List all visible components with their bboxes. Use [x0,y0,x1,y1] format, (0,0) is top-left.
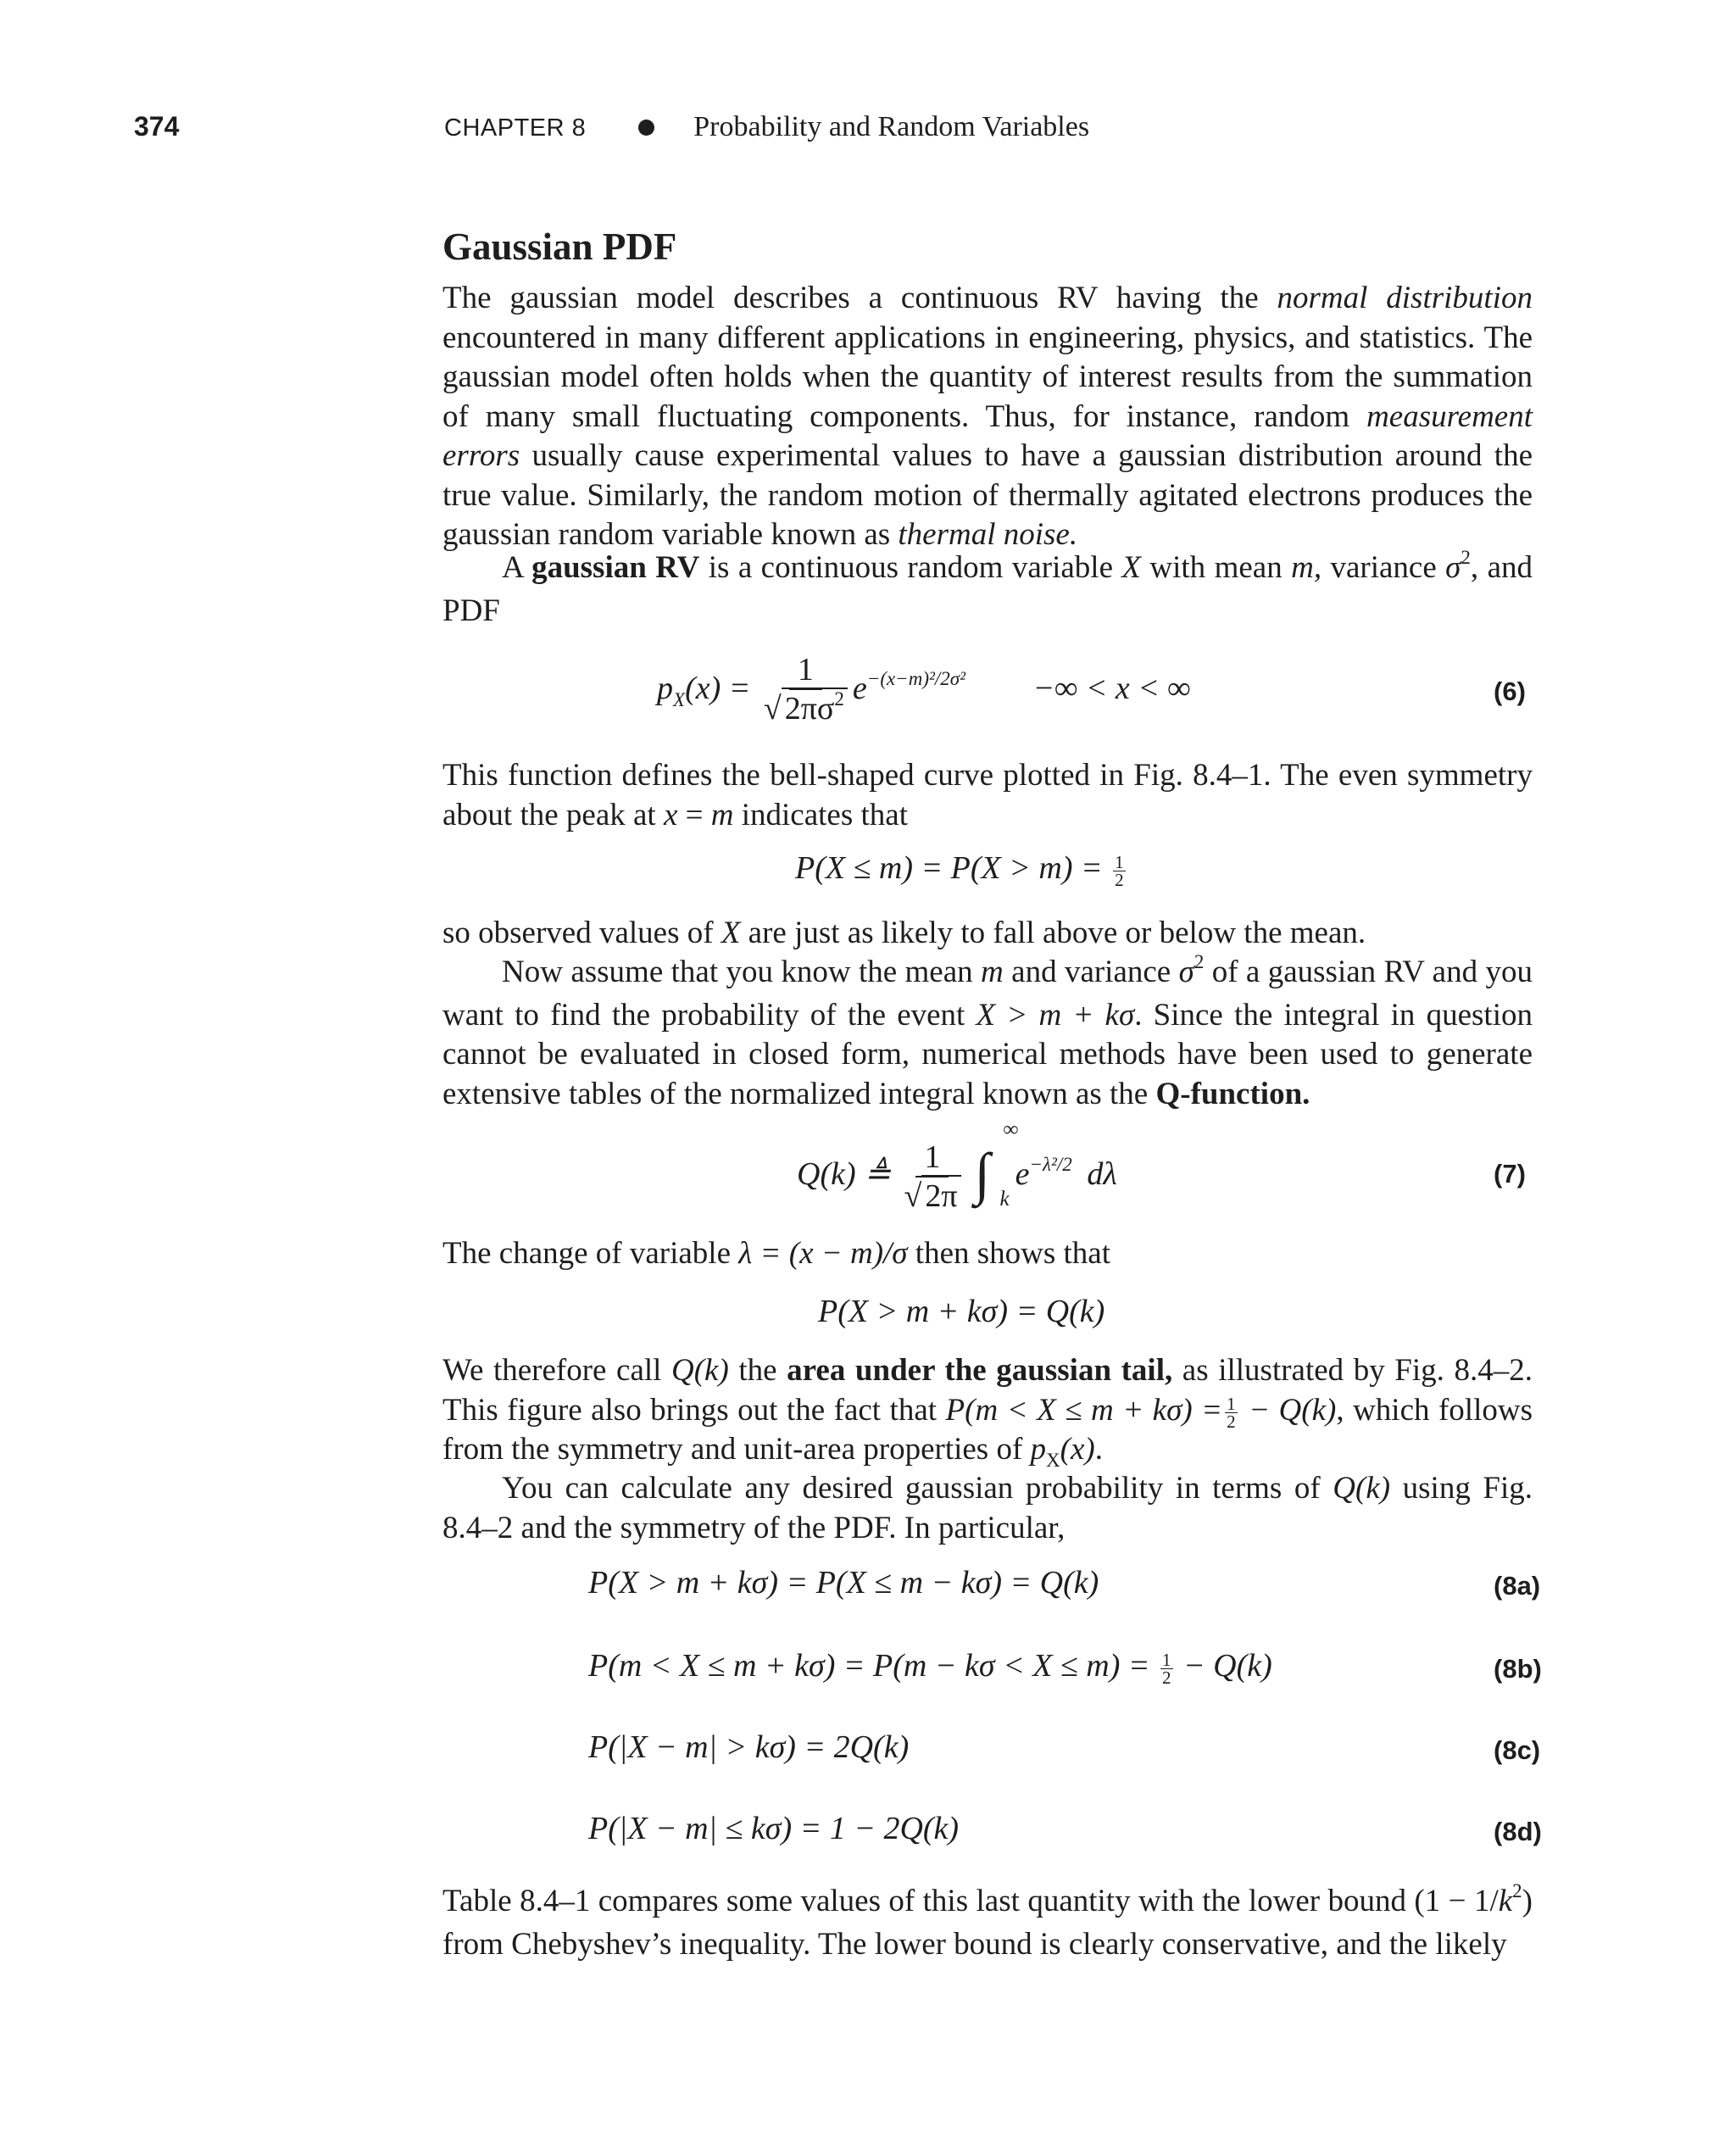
paragraph-change-variable [442,1234,1533,1274]
fraction: $\frac{1}{√ 2\pi}$ [904,1139,960,1215]
text: using Fig. 8.4–2 and the symmetry of the PDF. In particular, [442,1471,1533,1545]
math: m [710,797,734,832]
math: dλ [1087,1156,1117,1192]
math: (x) [1060,1432,1095,1467]
text: ) from Chebyshev’s inequality. The lower bound is clearly conservative, and the likely [442,1884,1533,1962]
text: is a continuous random variable [699,550,1122,585]
math: X [673,689,686,711]
text: The gaussian model describes a continuous RV having the [442,281,1277,315]
text: You can calculate any desired gaussian probability in terms of [502,1471,1333,1506]
text: so observed values of [442,916,721,950]
text: Table 8.4–1 compares some values of this last quantity with the lower bound (1 − 1/ [442,1884,1499,1918]
math: e [1015,1156,1030,1192]
section-heading: Gaussian PDF [442,225,677,268]
emphasis: normal distribution [1277,281,1533,315]
paragraph-qfunction: Now assume that you know the mean m and variance $\sigma^2$ of a gaussian RV and you want to find the probability of the event X > m + kσ. Since the integral in question cannot be evaluated in closed form, numerical methods have been used to generate extensive tables of the normalized integral known as the Q-function. [442,951,1533,1111]
math: X [1046,1450,1060,1471]
numerator: 1 [1227,1393,1236,1414]
math: Q(k) [1333,1471,1391,1506]
math: p [1030,1432,1047,1467]
math: X [1121,550,1141,585]
exponent: −λ²/2 [1029,1154,1072,1175]
numerator: 1 [789,651,822,690]
numerator: 1 [1162,1649,1171,1670]
text: encountered in many different applications in engineering, physics, and statistics. The gaussian model often holds when the quantity of interest results from the summation of many small fluctuating components. Thus, for instance, random [442,320,1533,434]
text: Now assume that you know the mean [502,955,982,989]
math: x [663,797,678,832]
text: = [677,797,711,832]
bullet-icon [638,120,654,136]
exponent: −(x−m)²/2σ² [866,668,965,690]
math: X [721,916,741,950]
chapter-title: Probability and Random Variables [693,111,1090,142]
text: , which follows from the symmetry and unit-area properties of [442,1392,1533,1467]
equation-symmetry [795,849,1128,888]
paragraph-chebyshev: Table 8.4–1 compares some values of this last quantity with the lower bound $(1 - 1/k^2)$ from Chebyshev’s inequality. The lower bound is clearly conservative, and the likely [442,1880,1533,1962]
text: The change of variable [442,1236,739,1271]
text: variance [1321,550,1446,585]
equation-8a: P(X > m + kσ) = P(X ≤ m − kσ) = Q(k) [588,1565,1099,1601]
fraction: $\frac{1}{√ 2\pi\sigma^2}$ [764,651,848,732]
denominator: 2 [1115,869,1124,890]
math: Q(k) ≜ [797,1156,891,1192]
math: e [852,671,867,707]
math: Q(k) [671,1353,729,1388]
math: m [981,955,1004,989]
math: p [657,671,673,707]
term: area under the gaussian tail, [787,1353,1173,1388]
paragraph-calculate [442,1469,1533,1548]
paragraph-mean [442,914,1533,954]
equation-number: (6) [1494,676,1526,706]
math: P(m < X ≤ m + kσ) = [945,1392,1223,1428]
emphasis: measurement errors [442,398,1533,473]
math: σ [1178,955,1194,989]
equation-number: (8c) [1494,1735,1541,1765]
paragraph-tail-area [442,1351,1533,1473]
text: , and PDF [442,550,1533,628]
equation-number: (7) [1494,1159,1526,1189]
equation-number: (8a) [1494,1571,1541,1601]
text: are just as likely to fall above or below the mean. [740,916,1366,950]
equation-8b [588,1647,1272,1686]
math: X > m + kσ [976,997,1135,1033]
denominator: 2πσ [784,691,835,727]
emphasis: thermal noise. [898,517,1078,552]
denominator: 2π [921,1175,960,1214]
domain-range: −∞ < x < ∞ [1032,671,1191,707]
text: of a gaussian RV and you want to find the probability of the event [442,955,1533,1033]
text: A [502,550,532,585]
text: with mean [1141,550,1292,585]
equation-number: (8b) [1494,1654,1542,1684]
text: usually cause experimental values to have a gaussian distribution around the true value. Similarly, the random motion of thermally agitated electrons produces the gaussian random variable known as [442,438,1533,552]
text: indicates that [733,797,908,832]
math: m, [1291,550,1322,585]
text: We therefore call [442,1353,672,1388]
math: P(X ≤ m) = P(X > m) = [795,850,1103,886]
equation-gaussian-pdf [657,651,1190,732]
math: σ [1445,550,1461,585]
upper-limit: ∞ [1003,1118,1019,1141]
math: P(m < X ≤ m + kσ) = P(m − kσ < X ≤ m) = [588,1648,1150,1684]
text: . Since the integral in question cannot be evaluated in closed form, numerical methods have been used to generate extensive tables of the normalized integral known as the [442,997,1533,1111]
page-number: 374 [134,111,180,142]
text: as illustrated by Fig. 8.4–2. This figure also brings out the fact that [442,1353,1533,1428]
denominator: 2 [1227,1411,1236,1432]
math: (x) = [685,671,751,707]
term: gaussian RV [531,550,700,585]
math: − Q(k) [1175,1648,1272,1684]
denominator: 2 [1162,1667,1171,1688]
text: then shows that [907,1236,1110,1271]
text: the [728,1353,787,1388]
numerator: 1 [915,1139,949,1177]
paragraph-symmetry [442,756,1533,835]
math: − Q(k) [1239,1392,1337,1428]
running-header [444,111,1089,143]
chapter-label: CHAPTER 8 [444,114,587,142]
math: λ = (x − m)/σ [738,1236,908,1271]
text: and variance [1003,955,1179,989]
equation-tail: P(X > m + kσ) = Q(k) [818,1294,1105,1329]
lower-limit: k [999,1188,1010,1211]
numerator: 1 [1115,851,1124,872]
paragraph-definition: A gaussian RV is a continuous random variable X with mean m, variance $\sigma^2$, and PDF [442,547,1533,628]
integral-sign: ∫ [974,1141,991,1205]
equation-q-function [797,1118,1117,1215]
exponent: 2 [834,688,844,710]
math: k [1498,1884,1513,1918]
paragraph-intro [442,279,1533,555]
term: Q-function. [1155,1076,1310,1111]
equation-number: (8d) [1494,1817,1542,1846]
equation-8d: P(|X − m| ≤ kσ) = 1 − 2Q(k) [588,1811,960,1846]
text: This function defines the bell-shaped curve plotted in Fig. 8.4–1. The even symmetry about the peak at [442,758,1533,832]
text: . [1094,1432,1103,1467]
equation-8c: P(|X − m| > kσ) = 2Q(k) [588,1729,910,1765]
